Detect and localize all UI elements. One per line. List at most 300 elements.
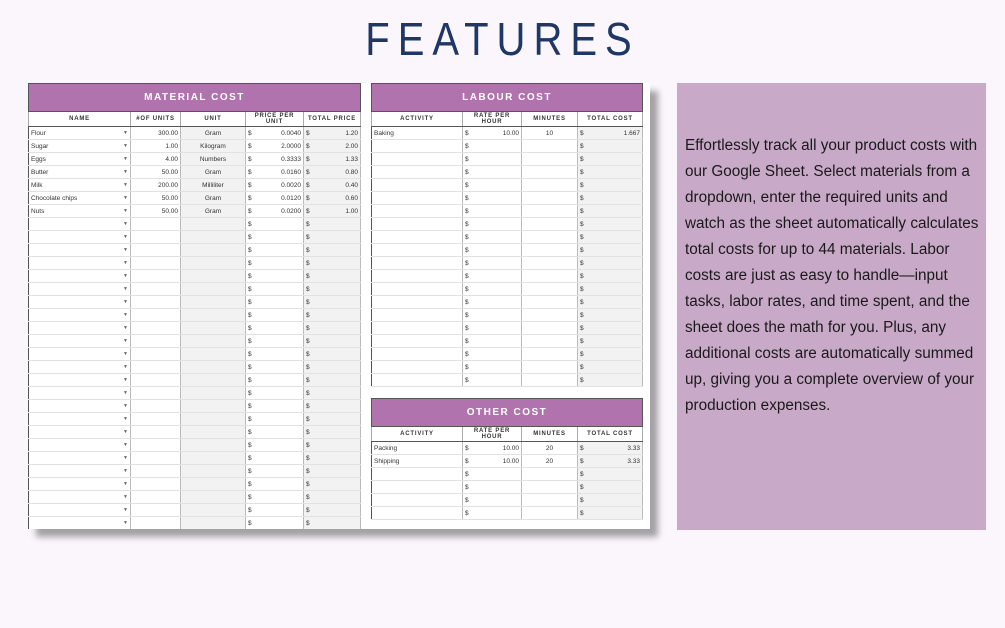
cell-value: 1.00 [345,207,359,215]
money-cell [246,257,304,270]
money-cell [304,335,361,348]
cell-value: Chocolate chips [31,194,78,202]
activity-cell[interactable] [372,283,463,296]
currency-symbol: $ [465,233,469,241]
units-cell[interactable] [131,465,181,478]
currency-symbol: $ [465,207,469,215]
chevron-down-icon[interactable]: ▼ [123,468,128,474]
money-cell [246,309,304,322]
currency-symbol: $ [465,298,469,306]
material-dropdown-cell[interactable] [29,257,131,270]
chevron-down-icon[interactable]: ▼ [123,142,128,149]
activity-cell[interactable] [372,361,463,374]
money-cell [246,400,304,413]
money-cell [246,517,304,530]
money-cell [304,231,361,244]
column-header: MINUTES [522,112,578,127]
money-cell [246,231,304,244]
chevron-down-icon[interactable]: ▼ [123,442,128,448]
money-cell [463,192,522,205]
currency-symbol: $ [465,483,469,491]
table-row [372,442,643,455]
currency-symbol: $ [580,444,584,452]
money-cell [578,166,643,179]
units-cell[interactable] [131,504,181,517]
money-cell [578,468,643,481]
column-header: TOTAL PRICE [304,112,361,127]
chevron-down-icon[interactable]: ▼ [123,364,128,370]
money-cell [463,374,522,387]
minutes-cell[interactable] [522,322,578,335]
money-cell [304,309,361,322]
currency-symbol: $ [306,519,310,527]
table-row [29,517,361,530]
chevron-down-icon[interactable]: ▼ [123,273,128,279]
chevron-down-icon[interactable]: ▼ [123,325,128,331]
material-dropdown-cell[interactable] [29,426,131,439]
units-cell[interactable]: 200.00 [131,179,181,192]
currency-symbol: $ [580,168,584,176]
currency-symbol: $ [248,194,252,202]
currency-symbol: $ [580,298,584,306]
currency-symbol: $ [248,246,252,254]
currency-symbol: $ [248,233,252,241]
minutes-cell[interactable] [522,296,578,309]
chevron-down-icon[interactable]: ▼ [123,286,128,292]
chevron-down-icon[interactable]: ▼ [123,181,128,188]
material-dropdown-cell[interactable] [29,231,131,244]
table-row [372,127,643,140]
units-cell[interactable] [131,270,181,283]
material-dropdown-cell[interactable] [29,322,131,335]
chevron-down-icon[interactable]: ▼ [123,247,128,253]
minutes-cell[interactable]: 10 [522,127,578,140]
currency-symbol: $ [248,376,252,384]
money-cell [246,478,304,491]
unit-cell: Gram [181,127,246,140]
table-row [29,361,361,374]
currency-symbol: $ [580,324,584,332]
currency-symbol: $ [306,311,310,319]
currency-symbol: $ [306,207,310,215]
units-cell[interactable] [131,309,181,322]
chevron-down-icon[interactable]: ▼ [123,429,128,435]
currency-symbol: $ [306,506,310,514]
column-header: TOTAL COST [578,427,643,442]
money-cell [463,257,522,270]
cell-value: Eggs [31,155,46,163]
unit-cell: Kilogram [181,140,246,153]
activity-cell[interactable] [372,481,463,494]
table-row [29,322,361,335]
minutes-cell[interactable] [522,231,578,244]
currency-symbol: $ [306,363,310,371]
units-cell[interactable]: 50.00 [131,205,181,218]
money-cell [304,387,361,400]
table-row [29,439,361,452]
money-cell [246,452,304,465]
chevron-down-icon[interactable]: ▼ [123,312,128,318]
cell-value: Sugar [31,142,49,150]
chevron-down-icon[interactable]: ▼ [123,481,128,487]
material-dropdown-cell[interactable] [29,166,131,179]
unit-cell [181,504,246,517]
table-row [29,244,361,257]
activity-cell[interactable] [372,270,463,283]
chevron-down-icon[interactable]: ▼ [123,351,128,357]
activity-cell[interactable] [372,348,463,361]
activity-cell[interactable]: Packing [372,442,463,455]
material-dropdown-cell[interactable] [29,283,131,296]
currency-symbol: $ [465,246,469,254]
currency-symbol: $ [248,155,252,163]
table-row [29,283,361,296]
chevron-down-icon[interactable]: ▼ [123,260,128,266]
units-cell[interactable] [131,387,181,400]
units-cell[interactable] [131,348,181,361]
currency-symbol: $ [306,298,310,306]
table-row [29,140,361,153]
table-row [29,257,361,270]
table-row [29,504,361,517]
cell-value: 3.33 [627,444,640,452]
money-cell [246,491,304,504]
units-cell[interactable] [131,374,181,387]
units-cell[interactable] [131,296,181,309]
table-row [372,507,643,520]
table-row [372,179,643,192]
chevron-down-icon[interactable]: ▼ [123,207,128,214]
currency-symbol: $ [580,496,584,504]
money-cell [246,504,304,517]
unit-cell: Milliliter [181,179,246,192]
units-cell[interactable] [131,452,181,465]
minutes-cell[interactable] [522,361,578,374]
currency-symbol: $ [465,272,469,280]
column-header: #OF UNITS [131,112,181,127]
money-cell [246,348,304,361]
currency-symbol: $ [580,285,584,293]
minutes-cell[interactable] [522,179,578,192]
money-cell [246,153,304,166]
currency-symbol: $ [580,337,584,345]
activity-cell[interactable] [372,494,463,507]
cell-value: 10.00 [502,457,519,465]
table-row [29,478,361,491]
currency-symbol: $ [465,220,469,228]
minutes-cell[interactable] [522,481,578,494]
table-row [372,335,643,348]
chevron-down-icon[interactable]: ▼ [123,221,128,227]
money-cell [578,374,643,387]
minutes-cell[interactable]: 20 [522,455,578,468]
currency-symbol: $ [465,363,469,371]
material-dropdown-cell[interactable] [29,465,131,478]
units-cell[interactable] [131,257,181,270]
currency-symbol: $ [248,168,252,176]
units-cell[interactable] [131,361,181,374]
money-cell [578,127,643,140]
money-cell [304,244,361,257]
money-cell [246,413,304,426]
chevron-down-icon[interactable]: ▼ [123,377,128,383]
material-dropdown-cell[interactable] [29,205,131,218]
activity-cell[interactable] [372,257,463,270]
units-cell[interactable]: 300.00 [131,127,181,140]
table-row [372,468,643,481]
units-cell[interactable] [131,335,181,348]
activity-cell[interactable] [372,309,463,322]
description-text: Effortlessly track all your product costs with our Google Sheet. Select materials from a dropdown, enter the required units and watch as the sheet automatically calculates total costs for up to 44 materials. Labor costs are just as easy to handle—input tasks, labor rates, and time spent, and the sheet does the math for you. Plus, any additional costs are automatically summed up, giving you a complete overview of your production expenses. [685,137,979,414]
units-cell[interactable]: 50.00 [131,166,181,179]
minutes-cell[interactable] [522,192,578,205]
chevron-down-icon[interactable]: ▼ [123,507,128,513]
money-cell [463,468,522,481]
minutes-cell[interactable] [522,283,578,296]
table-row [372,283,643,296]
unit-cell [181,387,246,400]
material-dropdown-cell[interactable] [29,374,131,387]
currency-symbol: $ [248,506,252,514]
money-cell [578,455,643,468]
currency-symbol: $ [580,311,584,319]
currency-symbol: $ [580,142,584,150]
minutes-cell[interactable] [522,218,578,231]
currency-symbol: $ [248,428,252,436]
table-row [372,494,643,507]
chevron-down-icon[interactable]: ▼ [123,520,128,526]
table-row [372,166,643,179]
money-cell [304,140,361,153]
chevron-down-icon[interactable]: ▼ [123,168,128,175]
money-cell [304,205,361,218]
chevron-down-icon[interactable]: ▼ [123,194,128,201]
units-cell[interactable] [131,491,181,504]
currency-symbol: $ [465,168,469,176]
minutes-cell[interactable] [522,348,578,361]
units-cell[interactable] [131,244,181,257]
units-cell[interactable] [131,426,181,439]
table-row [29,218,361,231]
activity-cell[interactable] [372,507,463,520]
activity-cell[interactable] [372,374,463,387]
activity-cell[interactable]: Baking [372,127,463,140]
units-cell[interactable]: 4.00 [131,153,181,166]
money-cell [246,426,304,439]
money-cell [578,348,643,361]
units-cell[interactable]: 1.00 [131,140,181,153]
money-cell [578,507,643,520]
column-header: PRICE PER UNIT [246,112,304,127]
table-row [372,244,643,257]
units-cell[interactable] [131,231,181,244]
minutes-cell[interactable] [522,507,578,520]
cell-value: 2.0000 [281,142,301,150]
money-cell [246,465,304,478]
currency-symbol: $ [248,337,252,345]
activity-cell[interactable] [372,166,463,179]
material-dropdown-cell[interactable] [29,504,131,517]
currency-symbol: $ [580,509,584,517]
chevron-down-icon[interactable]: ▼ [123,455,128,461]
currency-symbol: $ [465,457,469,465]
minutes-cell[interactable] [522,244,578,257]
chevron-down-icon[interactable]: ▼ [123,234,128,240]
currency-symbol: $ [248,415,252,423]
column-header: TOTAL COST [578,112,643,127]
cell-value: 0.0020 [281,181,301,189]
material-dropdown-cell[interactable] [29,413,131,426]
table-row [29,153,361,166]
chevron-down-icon[interactable]: ▼ [123,416,128,422]
chevron-down-icon[interactable]: ▼ [123,390,128,396]
activity-cell[interactable] [372,218,463,231]
table-row [372,205,643,218]
unit-cell: Numbers [181,153,246,166]
currency-symbol: $ [580,207,584,215]
unit-cell [181,361,246,374]
minutes-cell[interactable] [522,335,578,348]
chevron-down-icon[interactable]: ▼ [123,155,128,162]
money-cell [578,296,643,309]
currency-symbol: $ [306,246,310,254]
units-cell[interactable] [131,283,181,296]
material-dropdown-cell[interactable] [29,400,131,413]
minutes-cell[interactable] [522,309,578,322]
chevron-down-icon[interactable]: ▼ [123,403,128,409]
currency-symbol: $ [465,444,469,452]
material-dropdown-cell[interactable] [29,439,131,452]
money-cell [578,244,643,257]
money-cell [578,153,643,166]
currency-symbol: $ [248,298,252,306]
units-cell[interactable] [131,517,181,530]
column-header: UNIT [181,112,246,127]
minutes-cell[interactable] [522,257,578,270]
currency-symbol: $ [465,259,469,267]
money-cell [246,335,304,348]
money-cell [578,205,643,218]
table-row [29,179,361,192]
material-dropdown-cell[interactable] [29,218,131,231]
activity-cell[interactable] [372,140,463,153]
cell-value: 0.0160 [281,168,301,176]
material-dropdown-cell[interactable] [29,452,131,465]
material-dropdown-cell[interactable] [29,140,131,153]
activity-cell[interactable] [372,231,463,244]
material-dropdown-cell[interactable] [29,309,131,322]
currency-symbol: $ [306,389,310,397]
activity-cell[interactable] [372,244,463,257]
currency-symbol: $ [465,496,469,504]
table-row [29,127,361,140]
unit-cell [181,244,246,257]
currency-symbol: $ [306,259,310,267]
money-cell [304,296,361,309]
unit-cell [181,491,246,504]
cell-value: 0.40 [345,181,359,189]
money-cell [304,283,361,296]
activity-cell[interactable] [372,205,463,218]
minutes-cell[interactable] [522,140,578,153]
minutes-cell[interactable] [522,205,578,218]
money-cell [304,400,361,413]
activity-cell[interactable]: Shipping [372,455,463,468]
units-cell[interactable] [131,218,181,231]
material-dropdown-cell[interactable] [29,478,131,491]
money-cell [463,309,522,322]
cell-value: 1.33 [345,155,359,163]
table-row [372,296,643,309]
activity-cell[interactable] [372,296,463,309]
unit-cell [181,309,246,322]
currency-symbol: $ [306,415,310,423]
cell-value: 1.667 [623,129,641,137]
chevron-down-icon[interactable]: ▼ [123,494,128,500]
page-title: FEATURES [365,14,640,66]
currency-symbol: $ [306,428,310,436]
material-dropdown-cell[interactable] [29,270,131,283]
units-cell[interactable] [131,400,181,413]
minutes-cell[interactable] [522,270,578,283]
material-dropdown-cell[interactable] [29,348,131,361]
money-cell [304,491,361,504]
material-dropdown-cell[interactable] [29,491,131,504]
units-cell[interactable] [131,413,181,426]
currency-symbol: $ [580,181,584,189]
minutes-cell[interactable] [522,166,578,179]
chevron-down-icon[interactable]: ▼ [123,129,128,136]
activity-cell[interactable] [372,179,463,192]
units-cell[interactable]: 50.00 [131,192,181,205]
activity-cell[interactable] [372,335,463,348]
material-dropdown-cell[interactable] [29,296,131,309]
unit-cell: Gram [181,192,246,205]
currency-symbol: $ [306,220,310,228]
chevron-down-icon[interactable]: ▼ [123,338,128,344]
units-cell[interactable] [131,478,181,491]
currency-symbol: $ [306,233,310,241]
activity-cell[interactable] [372,468,463,481]
chevron-down-icon[interactable]: ▼ [123,299,128,305]
material-dropdown-cell[interactable] [29,179,131,192]
currency-symbol: $ [465,470,469,478]
material-dropdown-cell[interactable] [29,517,131,530]
material-dropdown-cell[interactable] [29,192,131,205]
activity-cell[interactable] [372,153,463,166]
minutes-cell[interactable]: 20 [522,442,578,455]
material-dropdown-cell[interactable] [29,127,131,140]
minutes-cell[interactable] [522,153,578,166]
units-cell[interactable] [131,439,181,452]
material-dropdown-cell[interactable] [29,361,131,374]
material-dropdown-cell[interactable] [29,335,131,348]
activity-cell[interactable] [372,322,463,335]
material-dropdown-cell[interactable] [29,153,131,166]
minutes-cell[interactable] [522,468,578,481]
material-dropdown-cell[interactable] [29,244,131,257]
minutes-cell[interactable] [522,374,578,387]
money-cell [246,270,304,283]
table-row [29,387,361,400]
minutes-cell[interactable] [522,494,578,507]
money-cell [578,335,643,348]
money-cell [463,140,522,153]
material-dropdown-cell[interactable] [29,387,131,400]
units-cell[interactable] [131,322,181,335]
cell-value: 0.0040 [281,129,301,137]
activity-cell[interactable] [372,192,463,205]
